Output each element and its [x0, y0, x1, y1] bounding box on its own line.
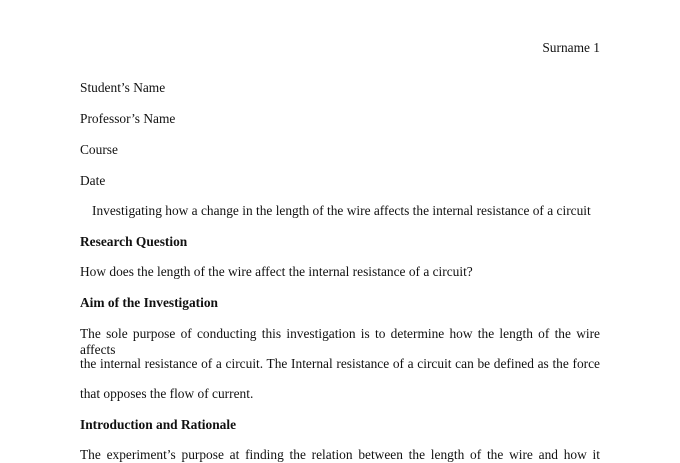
aim-heading: Aim of the Investigation — [80, 295, 218, 310]
professor-name: Professor’s Name — [80, 111, 176, 126]
paper-title: Investigating how a change in the length of the wire affects the internal resistance of a circuit — [92, 203, 591, 218]
aim-line-1: The sole purpose of conducting this investigation is to determine how the length of the wire affects — [80, 326, 600, 357]
course-name: Course — [80, 142, 118, 157]
running-header: Surname 1 — [542, 40, 600, 55]
aim-line-2: the internal resistance of a circuit. The Internal resistance of a circuit can be defined as the force — [80, 356, 600, 371]
introduction-heading: Introduction and Rationale — [80, 417, 237, 432]
aim-line-3: that opposes the flow of current. — [80, 386, 254, 401]
research-question-heading: Research Question — [80, 234, 188, 249]
research-question-text: How does the length of the wire affect the internal resistance of a circuit? — [80, 264, 473, 279]
student-name: Student’s Name — [80, 80, 166, 95]
introduction-line-1: The experiment’s purpose at finding the relation between the length of the wire and how it — [80, 447, 600, 462]
date: Date — [80, 173, 106, 188]
